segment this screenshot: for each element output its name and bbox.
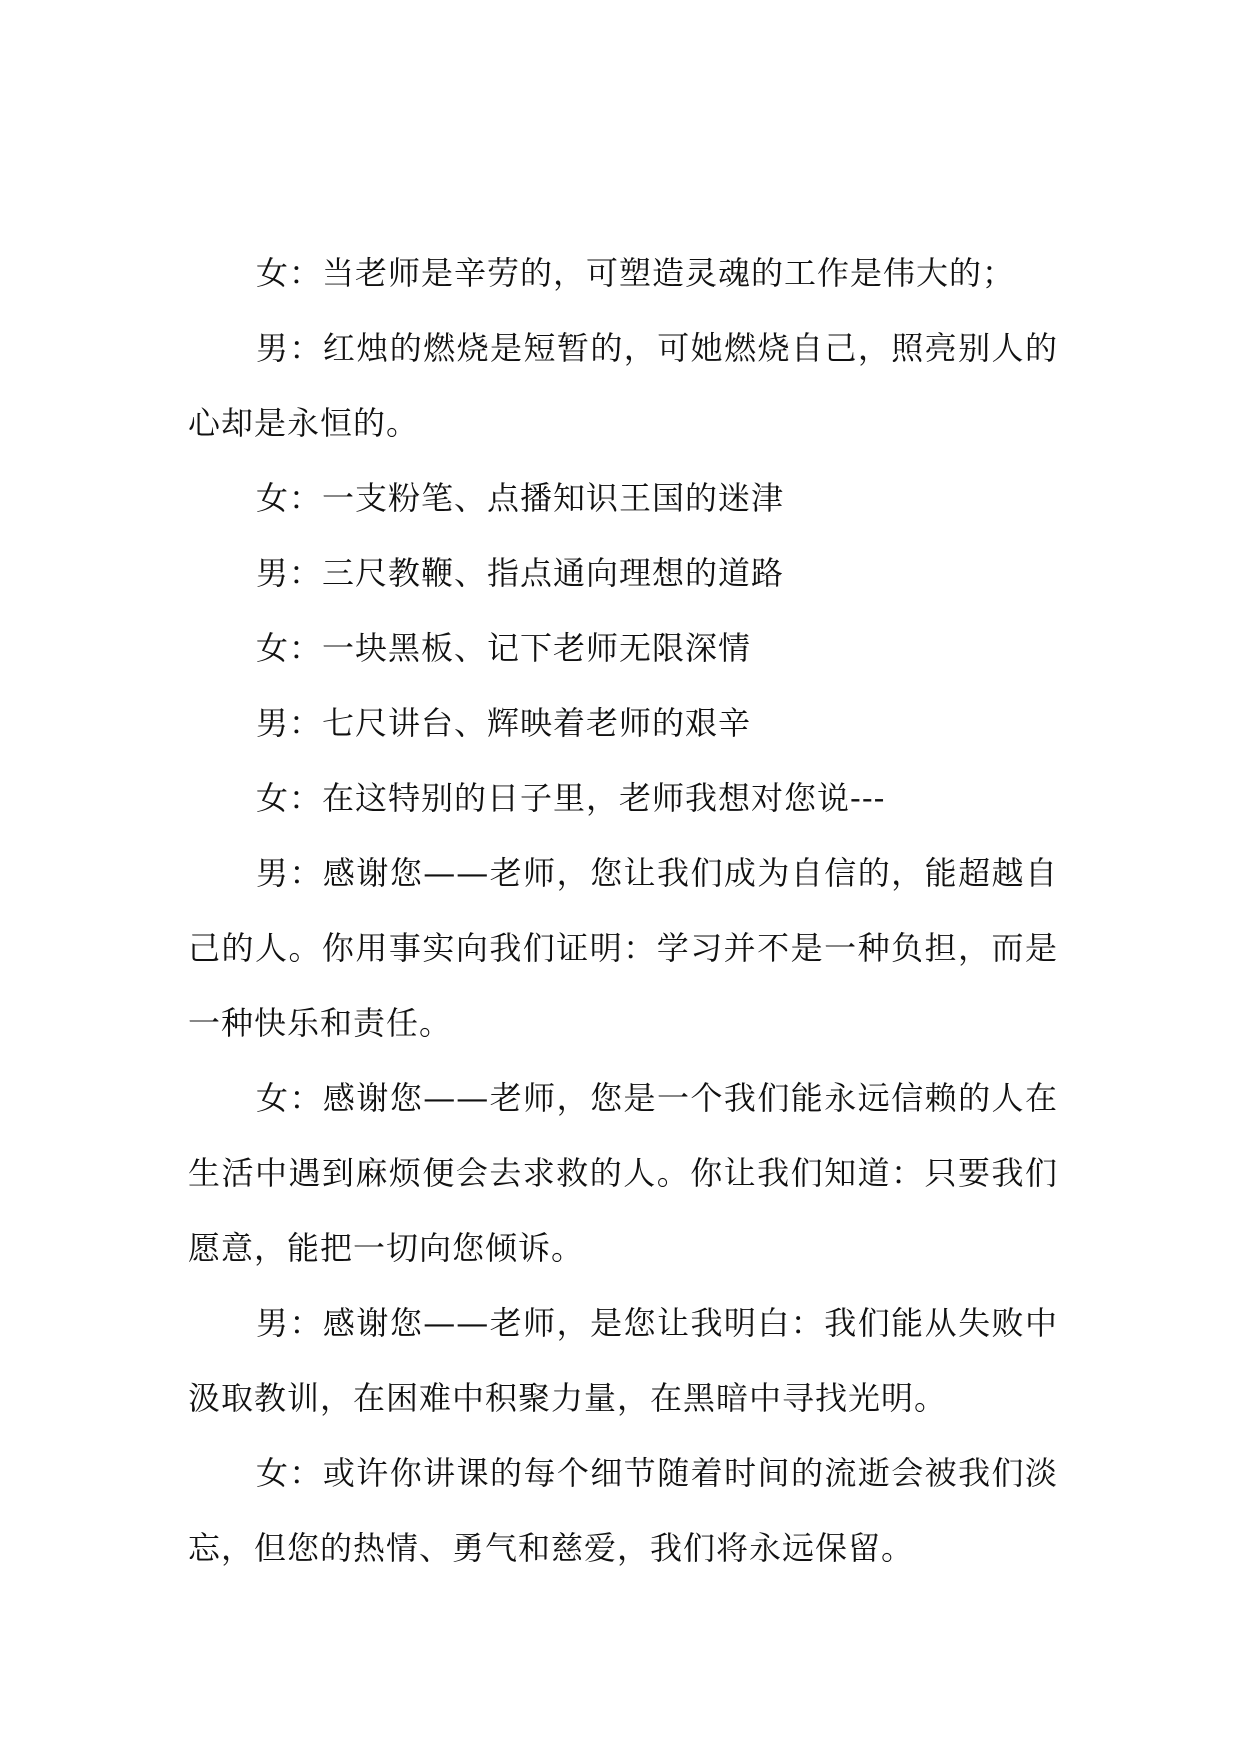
dialogue-paragraph: 男：七尺讲台、辉映着老师的艰辛 — [256, 704, 752, 742]
document-body — [188, 236, 1058, 1586]
dialogue-paragraph: 女：在这特别的日子里，老师我想对您说--- — [256, 779, 886, 817]
dialogue-paragraph: 女：当老师是辛劳的，可塑造灵魂的工作是伟大的； — [256, 254, 1016, 292]
dialogue-paragraph: 男：感谢您——老师，是您让我明白：我们能从失败中汲取教训，在困难中积聚力量，在黑暗中寻找光明。 — [188, 1304, 1058, 1417]
dialogue-paragraph: 女：感谢您——老师，您是一个我们能永远信赖的人在生活中遇到麻烦便会去求救的人。你让我们知道：只要我们愿意，能把一切向您倾诉。 — [188, 1079, 1058, 1267]
dialogue-paragraph: 男：红烛的燃烧是短暂的，可她燃烧自己，照亮别人的心却是永恒的。 — [188, 329, 1058, 442]
dialogue-paragraph: 女：或许你讲课的每个细节随着时间的流逝会被我们淡忘，但您的热情、勇气和慈爱，我们将永远保留。 — [188, 1454, 1058, 1567]
dialogue-paragraph: 男：感谢您——老师，您让我们成为自信的，能超越自己的人。你用事实向我们证明：学习并不是一种负担，而是一种快乐和责任。 — [188, 854, 1058, 1042]
dialogue-paragraph: 女：一支粉笔、点播知识王国的迷津 — [256, 479, 785, 517]
dialogue-paragraph: 女：一块黑板、记下老师无限深情 — [256, 629, 752, 667]
dialogue-paragraph: 男：三尺教鞭、指点通向理想的道路 — [256, 554, 785, 592]
